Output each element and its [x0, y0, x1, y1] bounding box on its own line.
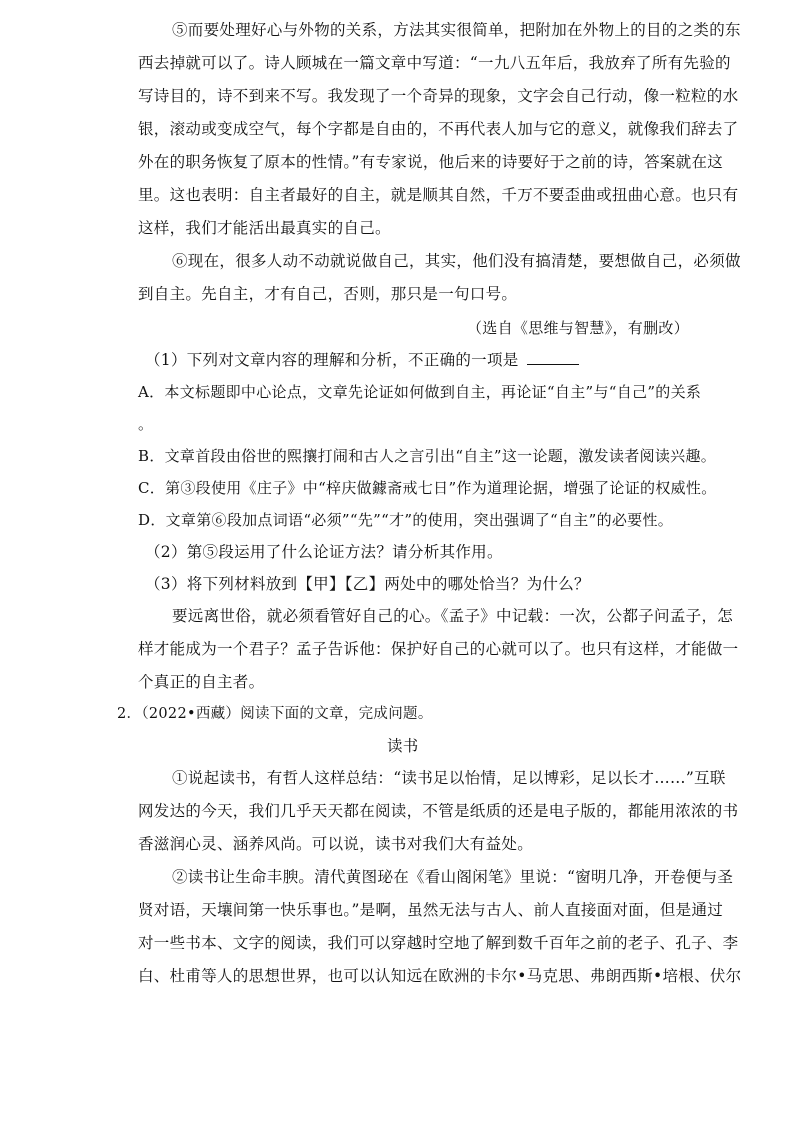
- material-line-2: 样才能成为一个君子？孟子告诉他：保护好自己的心就可以了。也只有这样，才能做一: [138, 640, 739, 658]
- paragraph-6-line-2: 到自主。先自主，才有自己，否则，那只是一句口号。: [138, 285, 518, 303]
- paragraph-6-line-1: ⑥现在，很多人动不动就说做自己，其实，他们没有搞清楚，要想做自己，必须做: [172, 252, 741, 270]
- question-2-header: 2．（2022•西藏）阅读下面的文章，完成问题。: [117, 706, 433, 722]
- article-title: 读书: [387, 737, 419, 755]
- option-a-line-2: 。: [138, 415, 154, 433]
- option-a-line-1: A．本文标题即中心论点，文章先论证如何做到自主，再论证“自主”与“自己”的关系: [138, 383, 702, 401]
- paragraph-5-line-1: ⑤而要处理好心与外物的关系，方法其实很简单，把附加在外物上的目的之类的东: [172, 21, 741, 39]
- article-paragraph-2-line-1: ②读书让生命丰腴。清代黄图珌在《看山阁闲笔》里说：“窗明几净，开卷便与圣: [172, 868, 734, 886]
- article-paragraph-1-line-2: 网发达的今天，我们几乎天天都在阅读，不管是纸质的还是电子版的，都能用浓浓的书: [138, 802, 739, 820]
- material-line-3: 个真正的自主者。: [138, 673, 265, 691]
- material-line-1: 要远离世俗，就必须看管好自己的心。《孟子》中记载：一次，公都子问孟子，怎: [172, 607, 734, 625]
- answer-blank: [527, 350, 579, 365]
- question-3: （3）将下列材料放到【甲】【乙】两处中的哪处恰当？为什么？: [145, 575, 590, 593]
- article-paragraph-2-line-4: 白、杜甫等人的思想世界，也可以认知远在欧洲的卡尔•马克思、弗朗西斯•培根、伏尔: [138, 967, 742, 985]
- article-paragraph-1-line-1: ①说起读书，有哲人这样总结：“读书足以怡情，足以博彩，足以长才……”互联: [172, 769, 726, 787]
- paragraph-5-line-3: 写诗目的，诗不到来不写。我发现了一个奇异的现象，文字会自己行动，像一粒粒的水: [138, 87, 739, 105]
- paragraph-5-line-5: 外在的职务恢复了原本的性情。”有专家说，他后来的诗要好于之前的诗，答案就在这: [138, 153, 724, 171]
- article-paragraph-2-line-2: 贤对语，天壤间第一快乐事也。”是啊，虽然无法与古人、前人直接面对面，但是通过: [138, 901, 724, 919]
- article-paragraph-1-line-3: 香滋润心灵、涵养风尚。可以说，读书对我们大有益处。: [138, 835, 534, 853]
- option-c: C．第③段使用《庄子》中“梓庆做鐻斋戒七日”作为道理论据，增强了论证的权威性。: [138, 479, 717, 497]
- paragraph-5-line-2: 西去掉就可以了。诗人顾城在一篇文章中写道：“一九八五年后，我放弃了所有先验的: [138, 54, 731, 72]
- paragraph-5-line-4: 银，滚动或变成空气，每个字都是自由的，不再代表人加与它的意义，就像我们辞去了: [138, 120, 739, 138]
- option-d: D．文章第⑥段加点词语“必须”“先”“才”的使用，突出强调了“自主”的必要性。: [138, 511, 674, 529]
- article-paragraph-2-line-3: 对一些书本、文字的阅读，我们可以穿越时空地了解到数千百年之前的老子、孔子、李: [138, 934, 739, 952]
- question-1: [145, 350, 579, 370]
- question-2: （2）第⑤段运用了什么论证方法？请分析其作用。: [145, 543, 503, 561]
- question-1-text: （1）下列对文章内容的理解和分析，不正确的一项是: [145, 351, 519, 369]
- source-citation: （选自《思维与智慧》，有删改）: [467, 319, 690, 337]
- paragraph-5-line-6: 里。这也表明：自主者最好的自主，就是顺其自然，千万不要歪曲或扭曲心意。也只有: [138, 186, 739, 204]
- option-b: B．文章首段由俗世的熙攘打闹和古人之言引出“自主”这一论题，激发读者阅读兴趣。: [138, 447, 717, 465]
- paragraph-5-line-7: 这样，我们才能活出最真实的自己。: [138, 219, 391, 237]
